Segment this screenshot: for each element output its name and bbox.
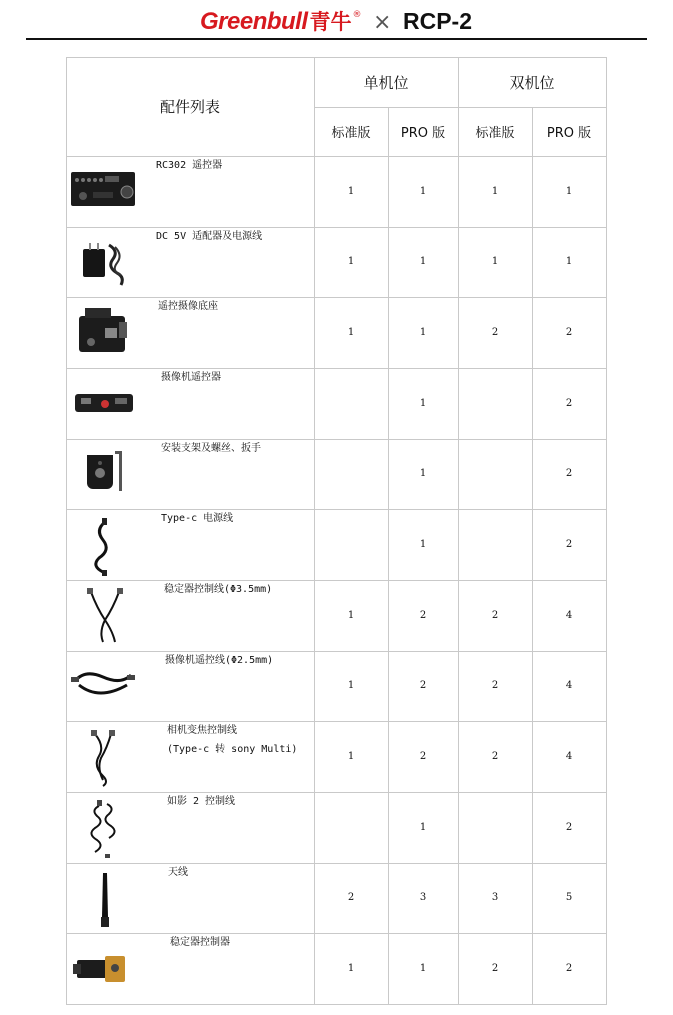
col-double-pro: PRO 版: [546, 126, 592, 141]
item-name-line1: 稳定器控制线(Φ3.5mm): [164, 584, 273, 595]
qty-single-std: 1: [347, 751, 355, 763]
stabilizer-cable-icon: [69, 584, 139, 646]
item-name-line1: 摄像机遥控线(Φ2.5mm): [165, 654, 274, 666]
qty-single-std: 2: [347, 892, 355, 904]
col-single-pro: PRO 版: [400, 126, 446, 141]
qty-single-pro: 1: [419, 539, 427, 551]
camera-remote-cable-icon: [69, 655, 139, 717]
qty-single-pro: 1: [419, 256, 427, 268]
qty-double-std: [458, 509, 532, 580]
typec-cable-icon: [69, 514, 139, 576]
item-name-line1: 摄像机遥控器: [161, 372, 221, 383]
qty-single-pro: 2: [419, 751, 427, 763]
qty-double-pro: 4: [565, 751, 573, 763]
camera-remote-controller-icon: [69, 372, 139, 434]
qty-single-std: [314, 792, 388, 863]
item-name: [167, 792, 310, 863]
qty-double-pro: 1: [565, 185, 573, 197]
qty-single-pro: 3: [419, 892, 427, 904]
qty-double-std: [458, 792, 532, 863]
qty-single-std: [314, 509, 388, 580]
brand-name-en: Greenbull: [200, 8, 308, 35]
qty-single-pro: 1: [419, 185, 427, 197]
qty-double-pro: 2: [565, 539, 573, 551]
qty-single-std: 1: [347, 963, 355, 975]
item-name: [164, 580, 310, 651]
qty-double-pro: 4: [565, 680, 573, 692]
qty-double-std: [458, 368, 532, 439]
qty-double-std: 1: [491, 185, 499, 197]
table-title: 配件列表: [159, 98, 220, 116]
stabilizer-controller-icon: [69, 938, 139, 1000]
item-name: [161, 368, 310, 439]
page-header: [0, 0, 673, 40]
qty-double-pro: 5: [565, 892, 573, 904]
qty-single-pro: 1: [419, 821, 427, 833]
qty-double-std: 3: [491, 892, 499, 904]
qty-single-pro: 2: [419, 609, 427, 621]
qty-double-pro: 2: [565, 327, 573, 339]
qty-single-std: 1: [347, 185, 355, 197]
qty-double-std: 2: [491, 680, 499, 692]
accessories-table: [66, 57, 606, 1004]
registered-mark: ®: [352, 10, 362, 20]
group-single-camera: 单机位: [363, 73, 409, 92]
qty-single-std: [314, 439, 388, 510]
qty-double-std: 1: [491, 256, 499, 268]
item-name-line2: (Type-c 转 sony Multi): [167, 744, 298, 756]
qty-double-pro: 4: [565, 609, 573, 621]
item-name: [168, 863, 310, 934]
col-single-standard: 标准版: [331, 126, 371, 141]
qty-single-std: 1: [347, 609, 355, 621]
item-name: [167, 721, 310, 792]
qty-double-std: 2: [491, 327, 499, 339]
qty-double-std: [458, 439, 532, 510]
ronin-cable-icon: [69, 796, 139, 858]
item-name: [156, 156, 310, 227]
antenna-icon: [69, 867, 139, 929]
item-name: [161, 439, 310, 510]
zoom-control-cable-icon: [69, 726, 139, 788]
item-name-line1: 如影 2 控制线: [167, 796, 236, 807]
product-model: RCP-2: [403, 8, 473, 34]
qty-single-std: 1: [347, 680, 355, 692]
qty-double-pro: 2: [565, 821, 573, 833]
table-border-right: [606, 57, 607, 1005]
qty-double-std: 2: [491, 963, 499, 975]
brand-logo: [200, 6, 362, 36]
qty-double-std: 2: [491, 609, 499, 621]
qty-single-pro: 2: [419, 680, 427, 692]
item-name-line1: DC 5V 适配器及电源线: [156, 230, 263, 242]
group-dual-camera: 双机位: [509, 73, 555, 92]
brand-name-cn: 青牛: [309, 10, 352, 34]
item-name: [170, 933, 310, 1004]
qty-single-pro: 1: [419, 327, 427, 339]
qty-single-std: 1: [347, 327, 355, 339]
item-name: [165, 651, 310, 722]
qty-single-pro: 1: [419, 397, 427, 409]
qty-single-pro: 1: [419, 468, 427, 480]
qty-single-std: [314, 368, 388, 439]
item-name: [158, 297, 310, 368]
item-name-line1: RC302 遥控器: [156, 160, 223, 171]
qty-double-pro: 2: [565, 397, 573, 409]
item-name: [156, 227, 310, 298]
item-name-line1: 相机变焦控制线: [167, 725, 237, 737]
item-name-line1: 天线: [168, 866, 188, 878]
item-name-line1: 遥控摄像底座: [158, 301, 218, 313]
camera-remote-base-icon: [69, 302, 139, 364]
remote-controller-icon: [69, 160, 139, 222]
power-adapter-icon: [69, 231, 139, 293]
header-rule: [26, 38, 647, 40]
mounting-bracket-icon: [69, 443, 139, 505]
qty-double-pro: 1: [565, 256, 573, 268]
qty-single-pro: 1: [419, 963, 427, 975]
qty-double-pro: 2: [565, 963, 573, 975]
col-double-standard: 标准版: [475, 126, 515, 141]
item-name-line1: 安装支架及螺丝、扳手: [161, 442, 261, 454]
collab-separator: ×: [373, 10, 392, 35]
table-border-bottom: [66, 1004, 606, 1005]
qty-double-pro: 2: [565, 468, 573, 480]
item-name-line1: Type-c 电源线: [161, 513, 234, 525]
item-name: [161, 509, 310, 580]
qty-double-std: 2: [491, 751, 499, 763]
item-name-line1: 稳定器控制器: [170, 937, 230, 949]
qty-single-std: 1: [347, 256, 355, 268]
